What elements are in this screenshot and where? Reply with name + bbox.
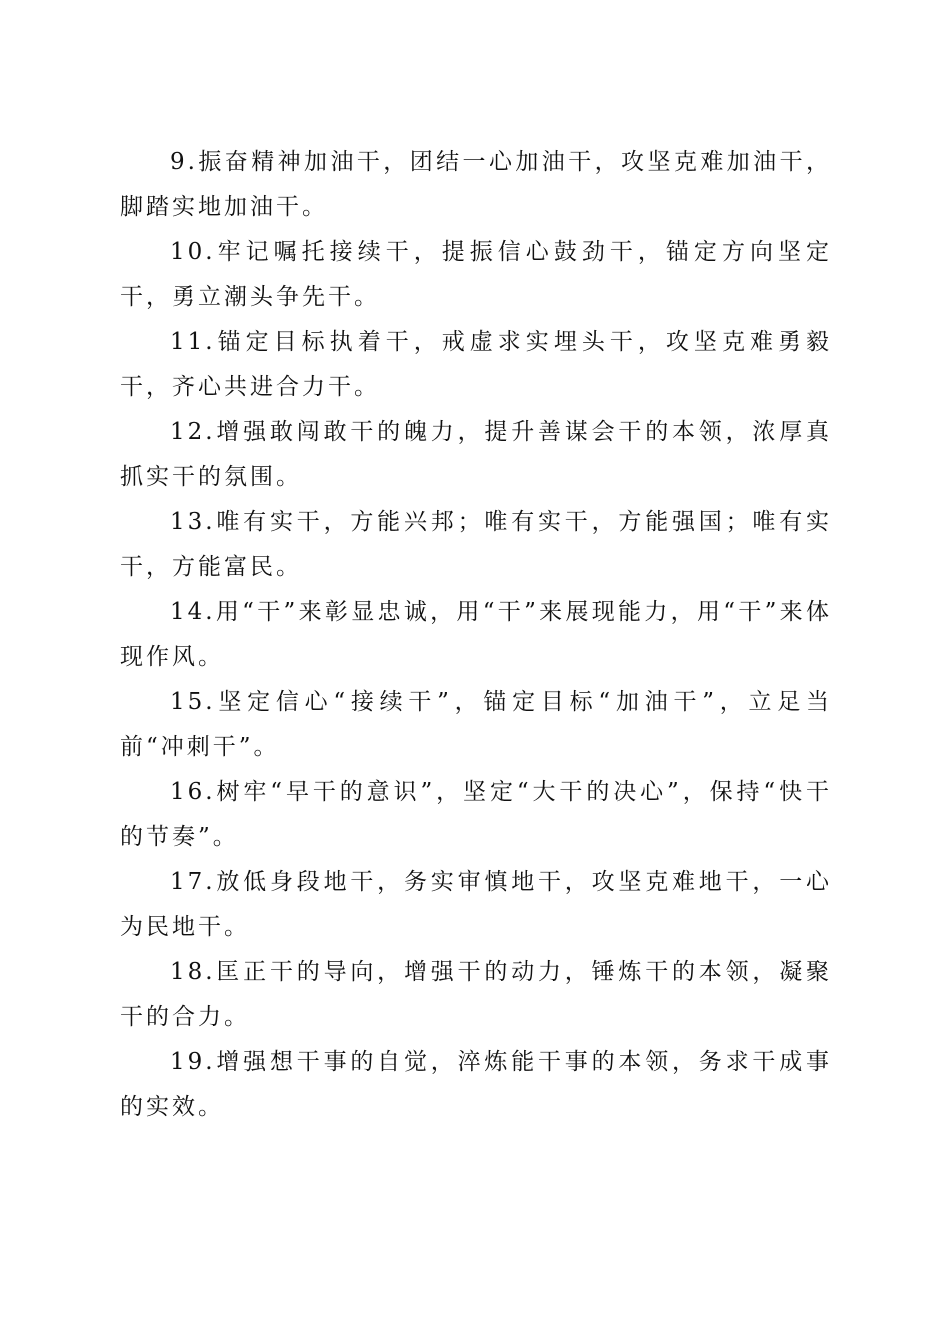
list-item-18: 18.匡正干的导向，增强干的动力，锤炼干的本领，凝聚干的合力。 bbox=[120, 959, 832, 1030]
list-item-12: 12.增强敢闯敢干的魄力，提升善谋会干的本领，浓厚真抓实干的氛围。 bbox=[120, 419, 832, 490]
list-item-10: 10.牢记嘱托接续干，提振信心鼓劲干，锚定方向坚定干，勇立潮头争先干。 bbox=[120, 239, 832, 310]
list-item-17: 17.放低身段地干，务实审慎地干，攻坚克难地干，一心为民地干。 bbox=[120, 869, 832, 940]
list-item-11: 11.锚定目标执着干，戒虚求实埋头干，攻坚克难勇毅干，齐心共进合力干。 bbox=[120, 329, 832, 400]
list-item-9: 9.振奋精神加油干，团结一心加油干，攻坚克难加油干，脚踏实地加油干。 bbox=[120, 149, 832, 220]
list-item-16: 16.树牢“早干的意识”，坚定“大干的决心”，保持“快干的节奏”。 bbox=[120, 779, 832, 850]
list-item-13: 13.唯有实干，方能兴邦；唯有实干，方能强国；唯有实干，方能富民。 bbox=[120, 509, 832, 580]
document-body bbox=[120, 140, 832, 1130]
list-item-14: 14.用“干”来彰显忠诚，用“干”来展现能力，用“干”来体现作风。 bbox=[120, 599, 832, 670]
list-item-15: 15.坚定信心“接续干”，锚定目标“加油干”，立足当前“冲刺干”。 bbox=[120, 689, 832, 760]
list-item-19: 19.增强想干事的自觉，淬炼能干事的本领，务求干成事的实效。 bbox=[120, 1049, 832, 1120]
